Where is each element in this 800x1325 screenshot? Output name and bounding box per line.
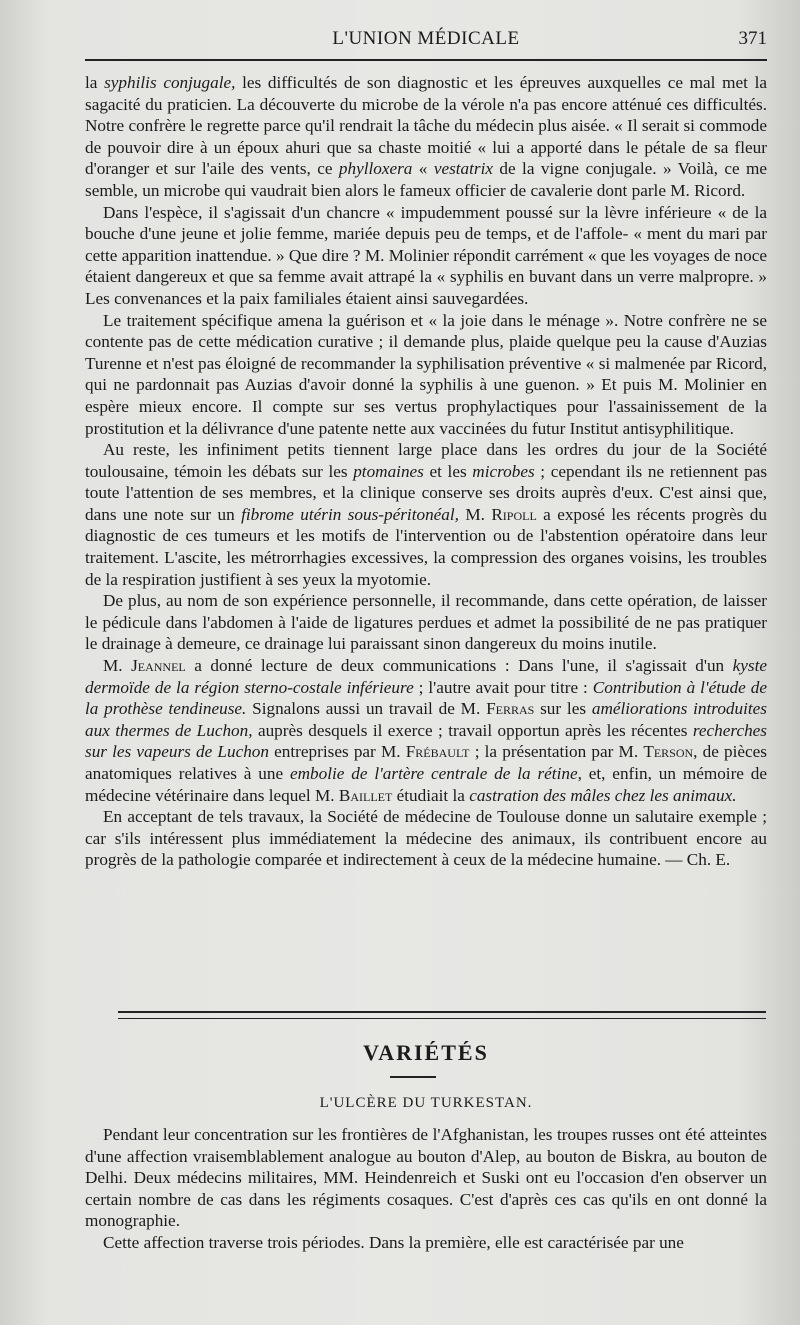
text-run: , de pièces anatomiques relatives à une [85,742,767,783]
text-run: Signalons aussi un travail de M. [246,699,487,719]
article-body [85,72,767,871]
italic-run: vestatrix [433,159,493,179]
italic-run: castration des mâles chez les animaux. [469,785,737,805]
paragraph [85,202,767,310]
text-run: a donné lecture de deux communications : Dans l'une, il s'agissait d'un [185,656,733,676]
italic-run: fibrome utérin sous-péritonéal, [241,504,459,524]
paragraph [85,1124,767,1232]
text-run: , et, enfin, un mémoire de médecine vétérinaire dans lequel M. [85,764,767,805]
header-rule [85,59,767,61]
author-name: Ripoll [491,504,537,524]
paragraph [85,806,767,871]
section-title: VARIÉTÉS [363,1040,489,1065]
varietes-body [85,1124,767,1254]
italic-run: microbes [472,461,535,481]
italic-run: kyste dermoïde de la région sterno-costale inférieure [85,656,767,697]
italic-run: Contribution à l'étude de la prothèse tendineuse. [85,677,767,719]
text-run: De plus, au nom de son expérience personnelle, il recommande, dans cette opération, de laisser le pédicule dans l'abdomen à l'aide de ligatures perdues et admet la possibilité de ne pas pratiquer le drainage à demeure, ce drainage lui paraissant sinon dangereux du moins inutile. [85,591,767,654]
running-head [85,28,767,54]
text-run: et les [423,461,473,481]
author-name: Baillet [338,785,393,805]
paragraph [85,439,767,590]
text-run: entreprises par M. [269,742,406,762]
paragraph [85,72,767,202]
text-run: ; la présentation par M. [469,742,644,762]
author-name: Ferras [486,699,535,719]
section-divider [118,1011,766,1019]
text-run: a exposé les récents progrès du diagnostic de ces tumeurs et les motifs de l'intervention ou de l'abstention opératoire dans leur traitement. L'ascite, les métrorrhagies excessives, la compression des organes voisins, les troubles de la respiration justifient à ses yeux la myotomie. [85,504,767,589]
italic-run: phylloxera [338,159,413,179]
text-run: étudiait la [392,785,470,805]
text-run: de la vigne conjugale. » Voilà, ce me semble, un microbe qui vaudrait bien alors le fameux officier de cavalerie dont parle M. Ricord. [85,159,767,200]
text-run: Au reste, les infiniment petits tiennent large place dans les ordres du jour de la Société toulousaine, témoin les débats sur les [85,440,767,481]
text-run: la [85,73,105,92]
text-run: « [412,159,434,179]
italic-run: recherches sur les vapeurs de Luchon [85,720,767,762]
text-run: ; l'autre avait pour titre : [413,677,593,697]
text-run: Cette affection traverse trois périodes. Dans la première, elle est caractérisée par une [103,1232,684,1252]
author-name: Jeannel [131,656,186,676]
text-run: Pendant leur concentration sur les frontières de l'Afghanistan, les troupes russes ont été atteintes d'une affection vraisemblablement analogue au bouton d'Alep, au bouton de Biskra, au bouton de Delhi. Deux médecins militaires, MM. Heindenreich et Suski ont eu l'occasion d'en observer un certain nombre de cas dans les régiments cosaques. C'est d'après ces cas qu'ils en ont donné la monographie. [85,1125,767,1231]
text-run: ; cependant ils ne retiennent pas toute l'attention de ses membres, et la clinique conserve ses droits auprès d'eux. C'est ainsi que, dans une note sur un [85,461,768,524]
paragraph [85,1232,767,1254]
paragraph [85,310,767,440]
author-name: Frébault [405,742,470,762]
author-name: Terson [643,742,694,762]
text-run: sur les [534,699,592,719]
text-run: M. [103,656,132,676]
text-run: Le traitement spécifique amena la guérison et « la joie dans le ménage ». Notre confrère ne se contente pas de cette médication curative ; il demande plus, plaide quelque peu la cause d'Auzias Turenne et n'est pas éloigné de recommander la syphilisation préventive « si malmenée par Ricord, qui ne pardonnait pas Auzias d'avoir donné la syphilis à une guenon. » Et puis M. Molinier en espère mieux encore. Il compte sur ses vertus prophylactiques pour l'assainissement de la prostitution et la délivrance d'une patente nette aux vaccinées du futur Institut antisyphilitique. [85,310,767,438]
text-run: auprès desquels il exerce ; travail opportun après les récentes [252,720,693,740]
italic-run: embolie de l'artère centrale de la rétine [289,764,578,783]
page-number: 371 [738,28,767,49]
italic-run: améliorations introduites aux thermes de Luchon, [85,699,767,740]
paragraph [85,655,767,806]
text-run: En acceptant de tels travaux, la Société de médecine de Toulouse donne un salutaire exemple ; car s'ils intéressent plus immédiatement la médecine des animaux, ils contribuent encore au progrès de la pathologie comparée et indirectement à ceux de la médecine humaine. — Ch. E. [85,807,767,870]
text-run: Dans l'espèce, il s'agissait d'un chancre « impudemment poussé sur la lèvre inférieure « de la bouche d'une jeune et jolie femme, mariée depuis peu de temps, et de l'affole- « ment du mari par cette apparition inattendue. » Que dire ? M. Molinier répondit carrément « que les voyages de noce étaient dangereux et que sa femme avait attrapé la « syphilis en buvant dans un verre malpropre. » Les convenances et la paix familiales étaient ainsi sauvegardées. [85,202,767,308]
italic-run: syphilis conjugale, [104,73,236,92]
journal-title: L'UNION MÉDICALE [332,28,520,49]
text-run: les difficultés de son diagnostic et les épreuves auxquelles ce mal met la sagacité du praticien. La découverte du microbe de la vérole n'a pas encore atténué ces difficultés. Notre confrère le regrette parce qu'il rendrait la tâche du médecin plus aisée. « Il serait si commode de pouvoir dire à un époux ahuri que sa chaste moitié « lui a apporté dans le pétale de sa fleur d'oranger et sur l'aile des vents, ce [85,73,767,179]
text-run: M. [458,504,492,524]
paragraph [85,590,767,655]
title-underline [390,1076,436,1078]
italic-run: ptomaines [353,461,424,481]
article-title: L'ULCÈRE DU TURKESTAN. [319,1095,533,1111]
